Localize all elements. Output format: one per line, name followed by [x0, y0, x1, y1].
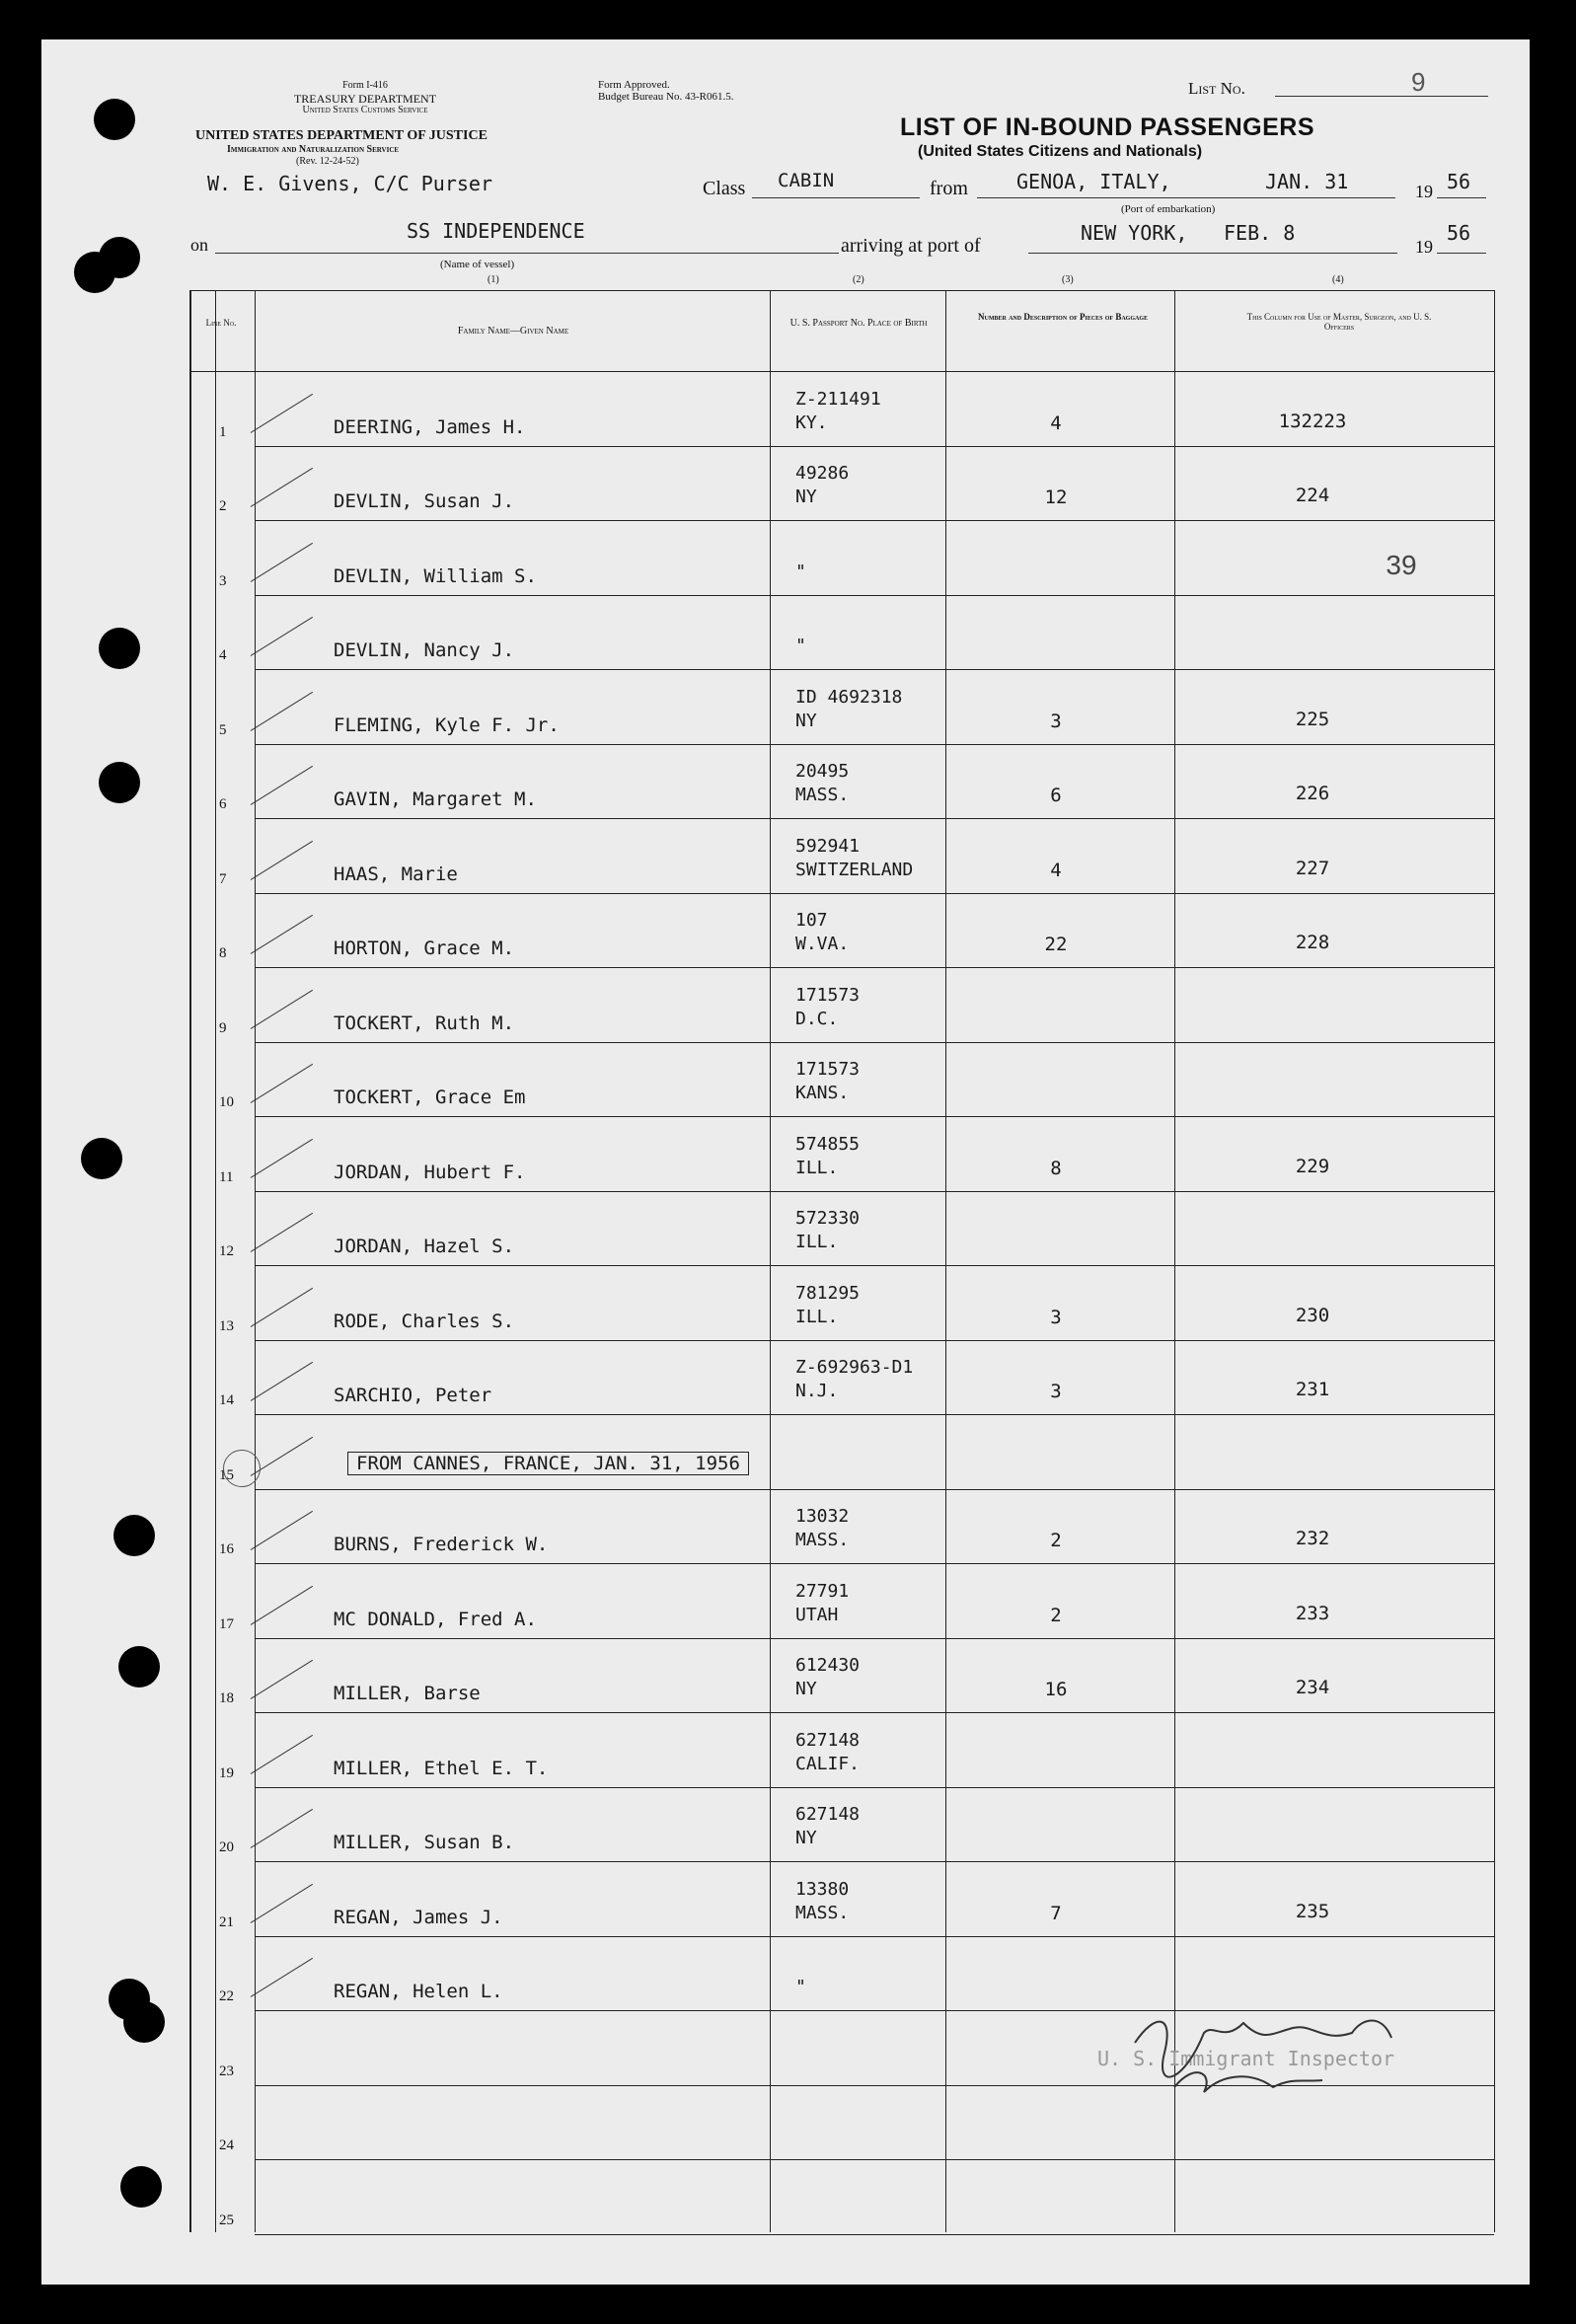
- passenger-name: MILLER, Barse: [334, 1683, 481, 1704]
- place-of-birth: KANS.: [795, 1083, 850, 1103]
- row-divider: [255, 1563, 1494, 1564]
- vessel-name: SS INDEPENDENCE: [407, 219, 585, 243]
- baggage-count: 2: [1050, 1530, 1062, 1551]
- line-number: 3: [219, 572, 227, 589]
- baggage-count: 6: [1050, 785, 1062, 806]
- purser-name: W. E. Givens, C/C Purser: [207, 172, 492, 195]
- officer-number: 234: [1295, 1677, 1330, 1698]
- line-circle: [223, 1450, 261, 1487]
- row-divider: [255, 893, 1494, 894]
- year-prefix: 19: [1415, 182, 1433, 201]
- line-number: 7: [219, 870, 227, 887]
- row-divider: [255, 1116, 1494, 1117]
- passenger-name: REGAN, Helen L.: [334, 1981, 503, 2002]
- inspector-signature: [1125, 1993, 1441, 2112]
- place-of-birth: ": [795, 561, 806, 582]
- baggage-count: 3: [1050, 1381, 1062, 1402]
- passport-number: 572330: [795, 1208, 861, 1229]
- line-number: 18: [219, 1690, 234, 1706]
- place-of-birth: NY: [795, 1828, 817, 1848]
- punch-hole: [99, 628, 140, 669]
- line-number: 25: [219, 2212, 234, 2228]
- officer-number: 227: [1295, 857, 1330, 879]
- passport-number: 574855: [795, 1133, 861, 1155]
- punch-hole: [123, 2001, 165, 2043]
- line-number: 1: [219, 423, 227, 440]
- punch-hole: [120, 2166, 162, 2208]
- row-divider: [255, 1489, 1494, 1490]
- line-number: 24: [219, 2137, 234, 2153]
- passport-number: 171573: [795, 984, 861, 1006]
- place-of-birth: D.C.: [795, 1008, 839, 1029]
- passport-number: ID 4692318: [795, 686, 903, 708]
- officer-number: 132223: [1278, 410, 1347, 432]
- row-divider: [255, 669, 1494, 670]
- baggage-count: 22: [1044, 934, 1068, 955]
- row-divider: [255, 1042, 1494, 1043]
- arrival-year: 56: [1447, 221, 1471, 245]
- line-number: 15: [219, 1466, 234, 1483]
- passenger-name: JORDAN, Hubert F.: [334, 1161, 526, 1183]
- passenger-name: TOCKERT, Ruth M.: [334, 1012, 515, 1034]
- passport-number: 592941: [795, 835, 861, 857]
- row-divider: [255, 446, 1494, 447]
- list-no-value: 9: [1411, 67, 1426, 97]
- place-of-birth: MASS.: [795, 785, 850, 805]
- place-of-birth: SWITZERLAND: [795, 859, 914, 880]
- passenger-name: FLEMING, Kyle F. Jr.: [334, 713, 560, 736]
- baggage-count: 3: [1050, 710, 1062, 732]
- punch-hole: [113, 1515, 155, 1556]
- passenger-name: REGAN, James J.: [334, 1906, 503, 1928]
- passport-number: Z-211491: [795, 388, 881, 410]
- punch-hole: [94, 99, 135, 140]
- col-number-4: (4): [1332, 274, 1344, 285]
- line-number: 22: [219, 1988, 234, 2004]
- row-divider: [255, 818, 1494, 819]
- passenger-name: DEVLIN, Nancy J.: [334, 639, 515, 661]
- passenger-name: MC DONALD, Fred A.: [334, 1608, 537, 1630]
- header-line-no: Line No.: [205, 318, 237, 328]
- port-embarkation-caption: (Port of embarkation): [1121, 203, 1216, 215]
- passenger-name: TOCKERT, Grace Em: [334, 1087, 526, 1108]
- line-number: 11: [219, 1168, 234, 1185]
- customs-service: United States Customs Service: [302, 105, 428, 115]
- punch-hole: [81, 1138, 122, 1179]
- place-of-birth: KY.: [795, 412, 828, 433]
- col-number-2: (2): [853, 274, 864, 285]
- row-divider: [255, 1638, 1494, 1639]
- place-of-birth: UTAH: [795, 1604, 839, 1625]
- row-divider: [255, 967, 1494, 968]
- punch-hole: [99, 762, 140, 803]
- from-label: from: [930, 178, 968, 199]
- place-of-birth: ILL.: [795, 1232, 839, 1252]
- passport-number: 13032: [795, 1506, 850, 1527]
- row-divider: [255, 520, 1494, 521]
- passenger-name: DEERING, James H.: [334, 415, 526, 438]
- passport-number: 627148: [795, 1804, 861, 1825]
- passenger-name: DEVLIN, William S.: [334, 564, 537, 587]
- passport-number: Z-692963-D1: [795, 1357, 914, 1378]
- revision: (Rev. 12-24-52): [296, 156, 359, 167]
- passport-number: 107: [795, 910, 828, 931]
- arrival-port: NEW YORK,: [1081, 221, 1188, 245]
- baggage-count: 4: [1050, 412, 1062, 434]
- place-of-birth: N.J.: [795, 1381, 839, 1401]
- col-number-1: (1): [488, 274, 499, 285]
- line-number: 13: [219, 1317, 234, 1334]
- baggage-count: 7: [1050, 1902, 1062, 1924]
- form-approved: Form Approved.: [598, 79, 670, 91]
- officer-number: 232: [1295, 1528, 1330, 1549]
- officer-number: 226: [1295, 783, 1330, 804]
- line-number: 5: [219, 721, 227, 738]
- passenger-name: BURNS, Frederick W.: [334, 1534, 549, 1555]
- passport-number: 171573: [795, 1059, 861, 1080]
- header-family-name: Family Name—Given Name: [457, 326, 569, 337]
- officer-number: 230: [1295, 1304, 1330, 1326]
- passport-number: 627148: [795, 1729, 861, 1751]
- passenger-name: MILLER, Susan B.: [334, 1832, 515, 1853]
- arriving-label: arriving at port of: [841, 235, 981, 257]
- baggage-count: 16: [1044, 1679, 1068, 1700]
- col-number-3: (3): [1062, 274, 1074, 285]
- on-label: on: [190, 235, 208, 255]
- form-number: Form I-416: [342, 80, 388, 91]
- officer-number: 224: [1295, 485, 1330, 506]
- row-divider: [255, 1861, 1494, 1862]
- passenger-name: HAAS, Marie: [334, 862, 458, 885]
- line-number: 2: [219, 498, 227, 514]
- place-of-birth: MASS.: [795, 1530, 850, 1550]
- place-of-birth: ILL.: [795, 1157, 839, 1178]
- document-subtitle: (United States Citizens and Nationals): [918, 143, 1203, 160]
- officer-number: 225: [1295, 708, 1330, 730]
- row-divider: [255, 1787, 1494, 1788]
- line-number: 8: [219, 945, 227, 961]
- document-title: LIST OF IN-BOUND PASSENGERS: [900, 113, 1315, 141]
- place-of-birth: ": [795, 1977, 806, 1997]
- from-port: GENOA, ITALY,: [1016, 170, 1171, 193]
- row-divider: [255, 1191, 1494, 1192]
- line-number: 16: [219, 1541, 234, 1557]
- line-number: 17: [219, 1615, 234, 1632]
- passport-number: 612430: [795, 1655, 861, 1676]
- from-date: JAN. 31: [1265, 170, 1349, 193]
- baggage-count: 8: [1050, 1157, 1062, 1179]
- line-number: 6: [219, 796, 227, 812]
- row-divider: [255, 1265, 1494, 1266]
- row-divider: [255, 595, 1494, 596]
- passport-number: 49286: [795, 463, 850, 484]
- line-number: 14: [219, 1392, 234, 1408]
- punch-hole: [99, 237, 140, 278]
- officer-number: 228: [1295, 932, 1330, 953]
- line-number: 20: [219, 1839, 234, 1855]
- line-number: 10: [219, 1094, 234, 1110]
- row-divider: [255, 2159, 1494, 2160]
- place-of-birth: CALIF.: [795, 1753, 861, 1774]
- place-of-birth: NY: [795, 710, 817, 731]
- punch-hole: [118, 1646, 160, 1687]
- baggage-count: 3: [1050, 1306, 1062, 1328]
- class-label: Class: [703, 178, 746, 199]
- baggage-count: 4: [1050, 859, 1062, 881]
- place-of-birth: NY: [795, 1679, 817, 1699]
- place-of-birth: ILL.: [795, 1306, 839, 1327]
- officer-number: 233: [1295, 1602, 1330, 1624]
- officer-number: 235: [1295, 1900, 1330, 1922]
- place-of-birth: NY: [795, 487, 817, 507]
- row-divider: [255, 2234, 1494, 2235]
- header-officers: This Column for Use of Master, Surgeon, and U. S. Officers: [1246, 312, 1432, 332]
- place-of-birth: ": [795, 636, 806, 656]
- row-divider: [255, 744, 1494, 745]
- line-number: 4: [219, 647, 227, 663]
- header-passport: U. S. Passport No. Place of Birth: [789, 318, 928, 329]
- section-banner: FROM CANNES, FRANCE, JAN. 31, 1956: [347, 1452, 749, 1475]
- ins-service: Immigration and Naturalization Service: [227, 144, 400, 155]
- line-number: 12: [219, 1243, 234, 1259]
- list-no-label: List No.: [1188, 79, 1245, 98]
- passport-number: 27791: [795, 1580, 850, 1602]
- budget-bureau: Budget Bureau No. 43-R061.5.: [598, 91, 734, 103]
- row-divider: [255, 1936, 1494, 1937]
- baggage-count: 2: [1050, 1604, 1062, 1626]
- place-of-birth: W.VA.: [795, 934, 850, 954]
- passenger-name: JORDAN, Hazel S.: [334, 1236, 515, 1257]
- treasury-department: TREASURY DEPARTMENT: [293, 92, 437, 106]
- vessel-caption: (Name of vessel): [440, 259, 515, 270]
- dept-justice: UNITED STATES DEPARTMENT OF JUSTICE: [195, 128, 488, 143]
- header-baggage: Number and Description of Pieces of Baggage: [977, 312, 1148, 322]
- arrival-date: FEB. 8: [1224, 221, 1296, 245]
- passport-number: 781295: [795, 1282, 861, 1304]
- row-divider: [255, 1712, 1494, 1713]
- line-number: 23: [219, 2062, 234, 2079]
- passenger-name: DEVLIN, Susan J.: [334, 490, 515, 512]
- line-number: 21: [219, 1913, 234, 1930]
- passenger-name: SARCHIO, Peter: [334, 1385, 492, 1406]
- officer-number: 39: [1386, 549, 1417, 580]
- passenger-name: MILLER, Ethel E. T.: [334, 1757, 549, 1779]
- passenger-name: RODE, Charles S.: [334, 1310, 515, 1332]
- row-divider: [255, 1340, 1494, 1341]
- passport-number: 13380: [795, 1878, 850, 1900]
- inspector-stamp: U. S. Immigrant Inspector: [1097, 2047, 1395, 2070]
- officer-number: 229: [1295, 1155, 1330, 1177]
- line-number: 9: [219, 1019, 227, 1036]
- passenger-name: GAVIN, Margaret M.: [334, 788, 537, 810]
- from-year: 56: [1447, 170, 1471, 193]
- class-value: CABIN: [778, 170, 835, 191]
- passport-number: 20495: [795, 761, 850, 782]
- baggage-count: 12: [1044, 487, 1068, 508]
- line-number: 19: [219, 1764, 234, 1781]
- officer-number: 231: [1295, 1379, 1330, 1400]
- passenger-name: HORTON, Grace M.: [334, 937, 515, 959]
- place-of-birth: MASS.: [795, 1902, 850, 1923]
- arrival-year-prefix: 19: [1415, 237, 1433, 257]
- row-divider: [255, 1414, 1494, 1415]
